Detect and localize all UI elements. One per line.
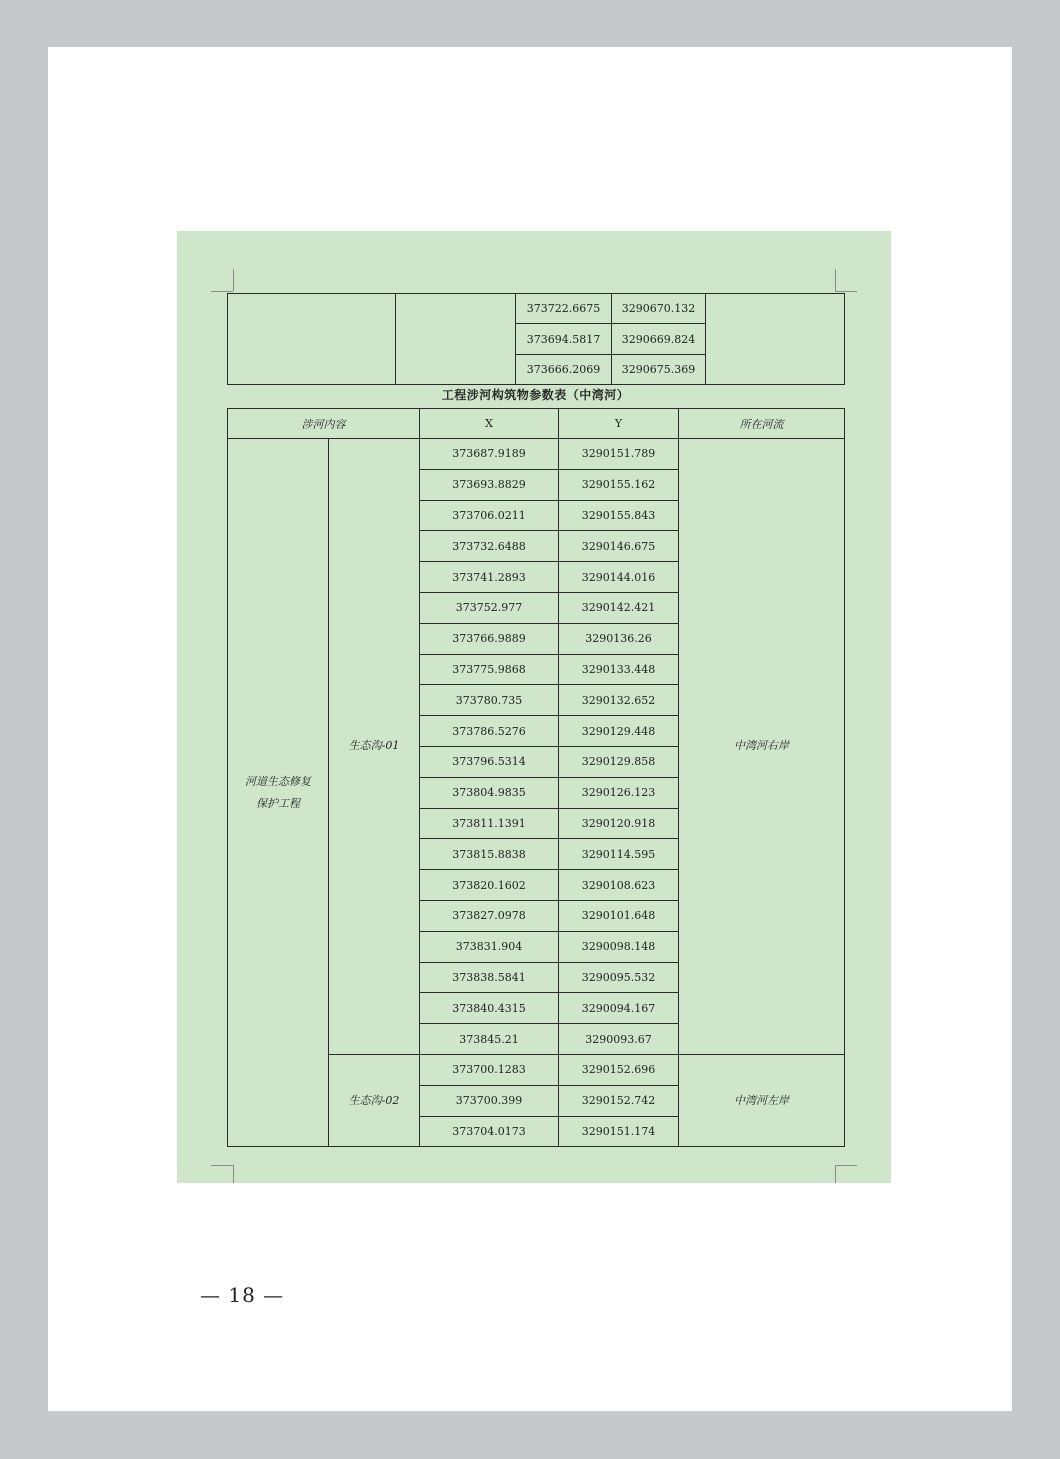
crop-mark <box>835 291 857 292</box>
continued-table <box>227 293 845 385</box>
y-value: 3290670.132 <box>612 294 706 324</box>
crop-mark <box>835 269 836 291</box>
x-value: 373775.9868 <box>420 654 559 685</box>
group-name: 生态沟-01 <box>329 439 420 1055</box>
crop-mark <box>233 1165 234 1183</box>
x-value: 373796.5314 <box>420 746 559 777</box>
x-value: 373804.9835 <box>420 777 559 808</box>
x-value: 373811.1391 <box>420 808 559 839</box>
x-value: 373666.2069 <box>516 354 612 384</box>
y-value: 3290129.858 <box>559 746 679 777</box>
header-content: 涉河内容 <box>228 409 420 439</box>
x-value: 373845.21 <box>420 1024 559 1055</box>
y-value: 3290136.26 <box>559 623 679 654</box>
empty-cell <box>396 294 516 385</box>
crop-mark <box>211 1165 233 1166</box>
y-value: 3290144.016 <box>559 562 679 593</box>
project-name: 河道生态修复保护工程 <box>228 439 329 1147</box>
y-value: 3290120.918 <box>559 808 679 839</box>
table-row <box>228 439 845 470</box>
y-value: 3290151.174 <box>559 1116 679 1147</box>
x-value: 373706.0211 <box>420 500 559 531</box>
y-value: 3290151.789 <box>559 439 679 470</box>
structure-parameter-table <box>227 408 845 1147</box>
x-value: 373831.904 <box>420 931 559 962</box>
y-value: 3290126.123 <box>559 777 679 808</box>
group-name: 生态沟-02 <box>329 1054 420 1146</box>
page-number: — 18 — <box>200 1283 285 1307</box>
y-value: 3290132.652 <box>559 685 679 716</box>
y-value: 3290129.448 <box>559 716 679 747</box>
table-title: 工程涉河构筑物参数表（中湾河） <box>441 388 630 402</box>
river-name: 中湾河左岸 <box>679 1054 845 1146</box>
crop-mark <box>835 1165 857 1166</box>
x-value: 373820.1602 <box>420 870 559 901</box>
river-name: 中湾河右岸 <box>679 439 845 1055</box>
x-value: 373732.6488 <box>420 531 559 562</box>
y-value: 3290095.532 <box>559 962 679 993</box>
x-value: 373827.0978 <box>420 900 559 931</box>
x-value: 373694.5817 <box>516 324 612 354</box>
x-value: 373766.9889 <box>420 623 559 654</box>
y-value: 3290101.648 <box>559 900 679 931</box>
x-value: 373704.0173 <box>420 1116 559 1147</box>
x-value: 373786.5276 <box>420 716 559 747</box>
x-value: 373780.735 <box>420 685 559 716</box>
crop-mark <box>233 269 234 291</box>
document-page <box>48 47 1012 1411</box>
y-value: 3290155.162 <box>559 469 679 500</box>
x-value: 373687.9189 <box>420 439 559 470</box>
x-value: 373722.6675 <box>516 294 612 324</box>
y-value: 3290093.67 <box>559 1024 679 1055</box>
y-value: 3290675.369 <box>612 354 706 384</box>
x-value: 373741.2893 <box>420 562 559 593</box>
y-value: 3290152.742 <box>559 1085 679 1116</box>
table-header-row <box>228 409 845 439</box>
x-value: 373693.8829 <box>420 469 559 500</box>
y-value: 3290108.623 <box>559 870 679 901</box>
y-value: 3290155.843 <box>559 500 679 531</box>
y-value: 3290094.167 <box>559 993 679 1024</box>
y-value: 3290146.675 <box>559 531 679 562</box>
y-value: 3290142.421 <box>559 592 679 623</box>
y-value: 3290133.448 <box>559 654 679 685</box>
y-value: 3290098.148 <box>559 931 679 962</box>
header-y: Y <box>559 409 679 439</box>
x-value: 373752.977 <box>420 592 559 623</box>
crop-mark <box>211 291 233 292</box>
table-row <box>228 294 845 324</box>
crop-mark <box>835 1165 836 1183</box>
header-x: X <box>420 409 559 439</box>
x-value: 373840.4315 <box>420 993 559 1024</box>
header-river: 所在河流 <box>679 409 845 439</box>
x-value: 373700.1283 <box>420 1054 559 1085</box>
y-value: 3290669.824 <box>612 324 706 354</box>
scanned-table-image <box>177 231 891 1183</box>
x-value: 373700.399 <box>420 1085 559 1116</box>
y-value: 3290152.696 <box>559 1054 679 1085</box>
empty-cell <box>706 294 845 385</box>
y-value: 3290114.595 <box>559 839 679 870</box>
x-value: 373815.8838 <box>420 839 559 870</box>
empty-cell <box>228 294 396 385</box>
x-value: 373838.5841 <box>420 962 559 993</box>
